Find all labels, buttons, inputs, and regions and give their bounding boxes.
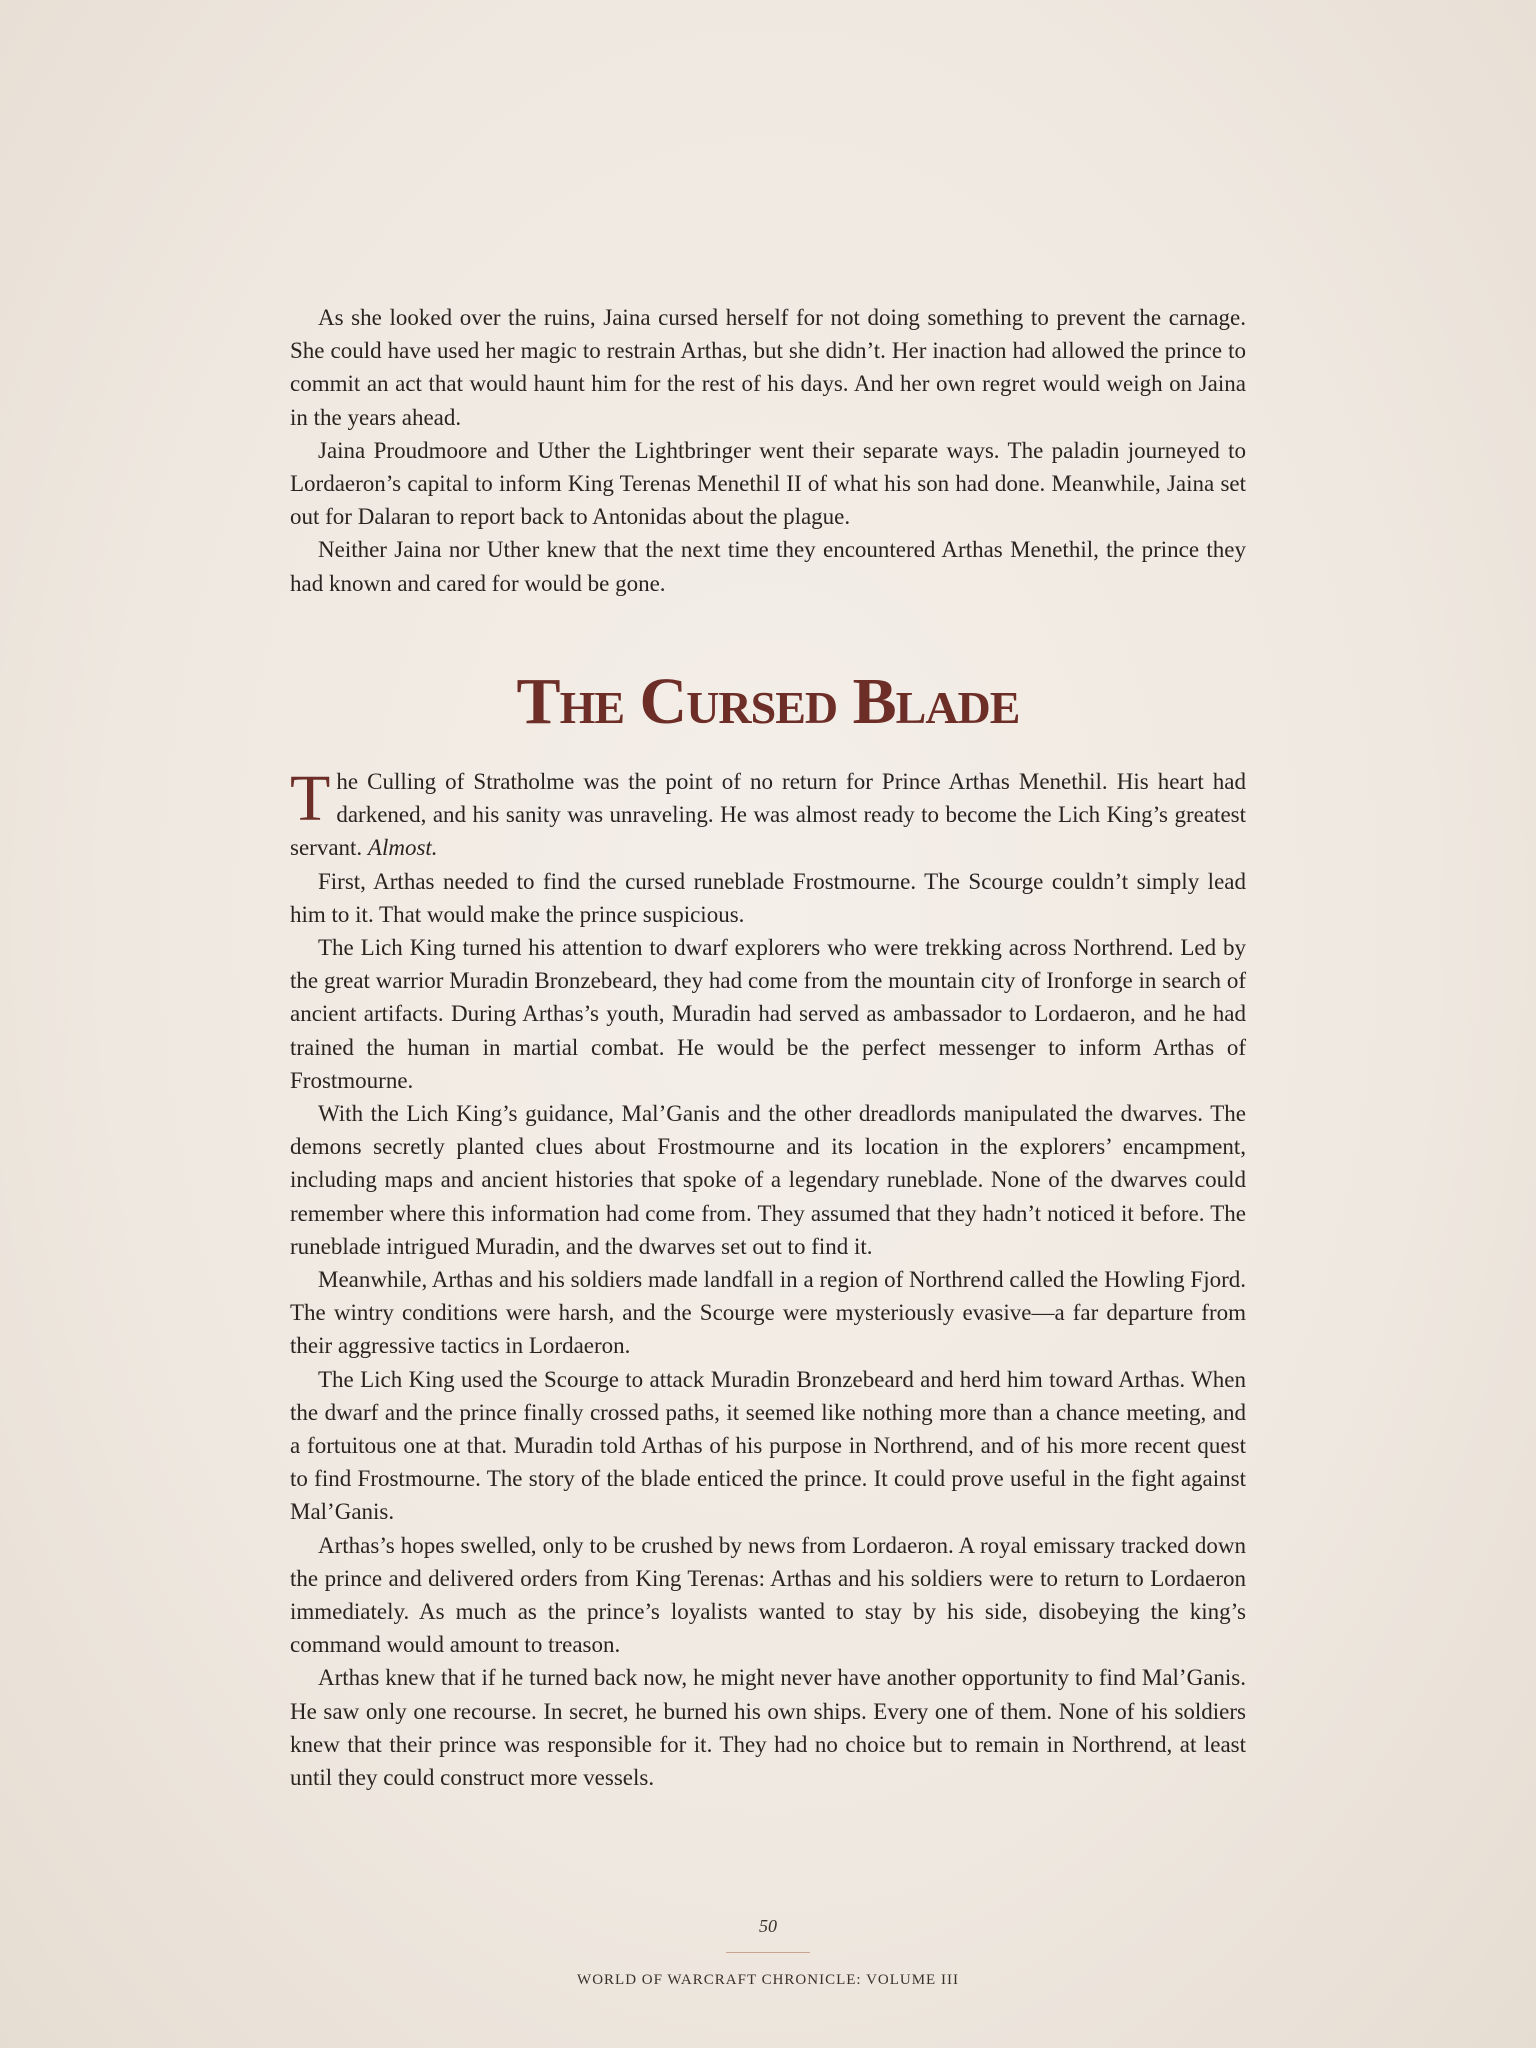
intro-paragraph-3: Neither Jaina nor Uther knew that the next time they encountered Arthas Menethil, the prince they had known and cared for would be gone.: [290, 537, 1246, 596]
opening-paragraph-emphasis: Almost.: [367, 835, 438, 861]
chapter-paragraph-3: The Lich King turned his attention to dwarf explorers who were trekking across Northrend. Led by the great warrior Muradin Bronzebeard, they had come from the mountain city of Ironforge in search of ancient artifacts. During Arthas’s youth, Muradin had served as ambassador to Lordaeron, and he had trained the human in martial combat. He would be the perfect messenger to inform Arthas of Frostmourne.: [290, 935, 1246, 1093]
chapter-body: [290, 762, 1246, 1794]
chapter-opening-paragraph: [290, 762, 1246, 865]
chapter-paragraph-6: The Lich King used the Scourge to attack Muradin Bronzebeard and herd him toward Arthas. When the dwarf and the prince finally crossed paths, it seemed like nothing more than a chance meeting, and a fortuitous one at that. Muradin told Arthas of his purpose in Northrend, and of his more recent quest to find Frostmourne. The story of the blade enticed the prince. It could prove useful in the fight against Mal’Ganis.: [290, 1366, 1246, 1525]
chapter-paragraph-8: Arthas knew that if he turned back now, he might never have another opportunity to find Mal’Ganis. He saw only one recourse. In secret, he burned his own ships. Every one of them. None of his soldiers knew that their prince was responsible for it. They had no choice but to remain in Northrend, at least until they could construct more vessels.: [290, 1665, 1246, 1791]
intro-section: [290, 301, 1246, 600]
intro-paragraph-2: Jaina Proudmoore and Uther the Lightbringer went their separate ways. The paladin journeyed to Lordaeron’s capital to inform King Terenas Menethil II of what his son had done. Meanwhile, Jaina set out for Dalaran to report back to Antonidas about the plague.: [290, 437, 1246, 530]
chapter-paragraph-4: With the Lich King’s guidance, Mal’Ganis and the other dreadlords manipulated the dwarves. The demons secretly planted clues about Frostmourne and its location in the explorers’ encampment, including maps and ancient histories that spoke of a legendary runeblade. None of the dwarves could remember where this information had come from. They assumed that they hadn’t noticed it before. The runeblade intrigued Muradin, and the dwarves set out to find it.: [290, 1101, 1246, 1259]
chapter-paragraph-2: First, Arthas needed to find the cursed runeblade Frostmourne. The Scourge couldn’t simply lead him to it. That would make the prince suspicious.: [290, 868, 1246, 927]
drop-cap: T: [290, 762, 331, 835]
page-number: 50: [759, 1916, 777, 1936]
running-footer-title: WORLD OF WARCRAFT CHRONICLE: VOLUME III: [577, 1972, 959, 1988]
chapter-paragraph-7: Arthas’s hopes swelled, only to be crushed by news from Lordaeron. A royal emissary tracked down the prince and delivered orders from King Terenas: Arthas and his soldiers were to return to Lordaeron immediately. As much as the prince’s loyalists wanted to stay by his side, disobeying the king’s command would amount to treason.: [290, 1532, 1246, 1658]
chapter-paragraph-5: Meanwhile, Arthas and his soldiers made landfall in a region of Northrend called the Howling Fjord. The wintry conditions were harsh, and the Scourge were mysteriously evasive—a far departure from their aggressive tactics in Lordaeron.: [290, 1267, 1246, 1359]
chapter-title: The Cursed Blade: [516, 665, 1020, 738]
opening-paragraph-text: he Culling of Stratholme was the point of no return for Prince Arthas Menethil. His heart had darkened, and his sanity was unraveling. He was almost ready to become the Lich King’s greatest servant.: [290, 769, 1246, 861]
intro-paragraph-1: As she looked over the ruins, Jaina cursed herself for not doing something to prevent the carnage. She could have used her magic to restrain Arthas, but she didn’t. Her inaction had allowed the prince to commit an act that would haunt him for the rest of his days. And her own regret would weigh on Jaina in the years ahead.: [290, 305, 1246, 430]
footer-divider: [726, 1952, 810, 1953]
